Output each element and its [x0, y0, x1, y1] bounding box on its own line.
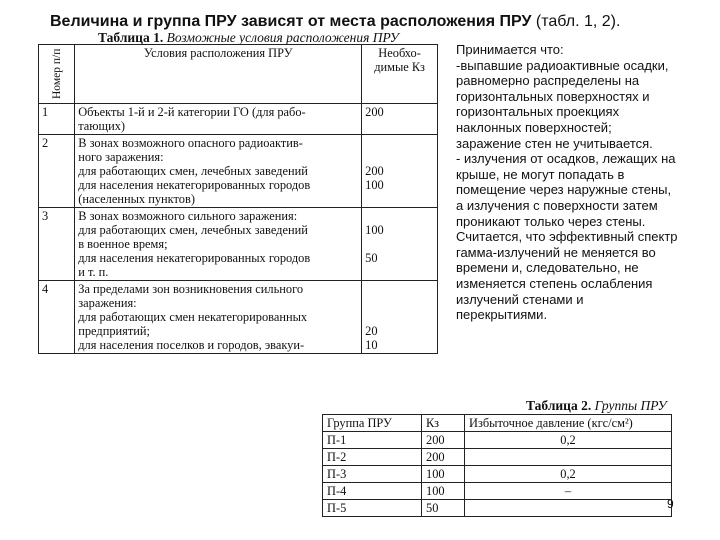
table-row: [323, 483, 672, 500]
table1-value: [365, 296, 434, 310]
table1-line: для населения некатегорированных городов: [78, 178, 311, 192]
table2-k: 200: [422, 449, 465, 466]
table2-k: 200: [422, 432, 465, 449]
table2-pressure: –: [465, 483, 672, 500]
table1-values: [362, 281, 438, 354]
table1-num: 1: [39, 104, 75, 135]
note-line: а излучения с поверхности затем: [456, 197, 658, 213]
slide-title: [50, 12, 710, 32]
table2-k: 50: [422, 500, 465, 517]
table1-value: 200: [365, 105, 384, 119]
table1-value: 100: [365, 178, 384, 192]
table1-line: для населения поселков и городов, эвакуи-: [78, 338, 305, 352]
table-row: [323, 449, 672, 466]
page-number: 9: [667, 497, 674, 511]
table1-value: 20: [365, 324, 378, 338]
note-line: горизонтальных проекциях: [456, 104, 620, 120]
table1-value: 200: [365, 164, 384, 178]
note-line: времени и, следовательно, не: [456, 260, 639, 276]
table1-value: [365, 150, 434, 164]
table-row: [323, 500, 672, 517]
table1-conditions: [75, 104, 362, 135]
note-line: заражение стен не учитывается.: [456, 135, 653, 151]
table2-caption-text: Группы ПРУ: [591, 398, 667, 413]
table1-num: 2: [39, 135, 75, 208]
table1-value: 50: [365, 251, 378, 265]
table1-line: в военное время;: [78, 237, 168, 251]
note-line: проникают только через стены.: [456, 213, 646, 229]
table1-caption-text: Возможные условия расположения ПРУ: [163, 30, 399, 45]
table2-group: П-4: [323, 483, 422, 500]
note-line: крыше, не могут попадать в: [456, 166, 625, 182]
table2-pressure: [465, 500, 672, 517]
table2-group: П-3: [323, 466, 422, 483]
note-line: наклонных поверхностей;: [456, 119, 612, 135]
note-line: перекрытиями.: [456, 307, 548, 323]
table2-header-pressure: Избыточное давление (кгс/см²): [465, 415, 672, 432]
table1-value: [365, 136, 434, 150]
note-line: Считается, что эффективный спектр: [456, 229, 678, 245]
table1-values: [362, 208, 438, 281]
table1-header-k-line1: Необхо-: [378, 46, 421, 60]
note-line: равномерно распределены на: [456, 73, 640, 89]
table1: [38, 44, 438, 354]
table2-k: 100: [422, 466, 465, 483]
table2-pressure: [465, 449, 672, 466]
table1-conditions: [75, 135, 362, 208]
table1-line: В зонах возможного опасного радиоактив-: [78, 136, 303, 150]
table2-header-row: [323, 415, 672, 432]
table2-caption: [526, 398, 711, 414]
note-line: горизонтальных поверхностях и: [456, 88, 650, 104]
table1-caption-label: Таблица 1.: [98, 30, 164, 45]
table1-conditions: [75, 208, 362, 281]
table1-header-num-text: Номер п/п: [50, 48, 63, 100]
note-line: помещение через наружные стены,: [456, 182, 672, 198]
table1-line: заражения:: [78, 296, 137, 310]
table2-pressure: 0,2: [465, 432, 672, 449]
table1-values: [362, 104, 438, 135]
table2-group: П-2: [323, 449, 422, 466]
table1-value: 10: [365, 338, 378, 352]
assumptions-note: [456, 42, 718, 323]
table-row: [39, 208, 438, 281]
note-line: изменяется степень ослабления: [456, 275, 653, 291]
table1-header-row: [39, 45, 438, 104]
table2: [322, 414, 672, 517]
slide-title-ref: (табл. 1, 2).: [531, 13, 621, 30]
table-row: [39, 281, 438, 354]
table2-group: П-1: [323, 432, 422, 449]
table2-group: П-5: [323, 500, 422, 517]
note-line: Принимается что:: [456, 42, 564, 57]
table1-header-k: [362, 45, 438, 104]
table1-line: и т. п.: [78, 265, 109, 279]
note-line: -выпавшие радиоактивные осадки,: [456, 57, 669, 73]
table1-line: (населенных пунктов): [78, 192, 195, 206]
table2-caption-label: Таблица 2.: [526, 398, 592, 413]
note-line: излучений стенами и: [456, 291, 584, 307]
table-row: [323, 432, 672, 449]
table1-num: 4: [39, 281, 75, 354]
note-line: - излучения от осадков, лежащих на: [456, 151, 676, 167]
table1-line: тающих): [78, 119, 126, 133]
table1-line: для работающих смен, лечебных заведений: [78, 164, 308, 178]
table1-line: За пределами зон возникновения сильного: [78, 282, 304, 296]
table1-line: для работающих смен некатегорированных: [78, 310, 308, 324]
table1-line: В зонах возможного сильного заражения:: [78, 209, 298, 223]
note-line: гамма-излучений не меняется во: [456, 244, 656, 260]
table1-line: для работающих смен, лечебных заведений: [78, 223, 308, 237]
table1-header-num: [39, 45, 75, 104]
table-row: [39, 135, 438, 208]
table1-line: для населения некатегорированных городов: [78, 251, 311, 265]
table1-value: [365, 209, 434, 223]
slide-title-bold: Величина и группа ПРУ зависят от места расположения ПРУ: [50, 13, 532, 30]
table2-pressure: 0,2: [465, 466, 672, 483]
table1-line: Объекты 1-й и 2-й категории ГО (для рабо-: [78, 105, 306, 119]
table1-line: предприятий;: [78, 324, 150, 338]
table1-header-conditions: Условия расположения ПРУ: [75, 45, 362, 104]
table1-value: [365, 237, 434, 251]
table1-conditions: [75, 281, 362, 354]
table2-header-group: Группа ПРУ: [323, 415, 422, 432]
table-row: [39, 104, 438, 135]
table1-value: 100: [365, 223, 384, 237]
table1-value: [365, 282, 434, 296]
table1-header-k-line2: димые Кз: [374, 60, 425, 74]
table1-num: 3: [39, 208, 75, 281]
table2-header-k: Кз: [422, 415, 465, 432]
table1-values: [362, 135, 438, 208]
table-row: [323, 466, 672, 483]
table1-line: ного заражения:: [78, 150, 164, 164]
table2-k: 100: [422, 483, 465, 500]
table1-value: [365, 310, 434, 324]
